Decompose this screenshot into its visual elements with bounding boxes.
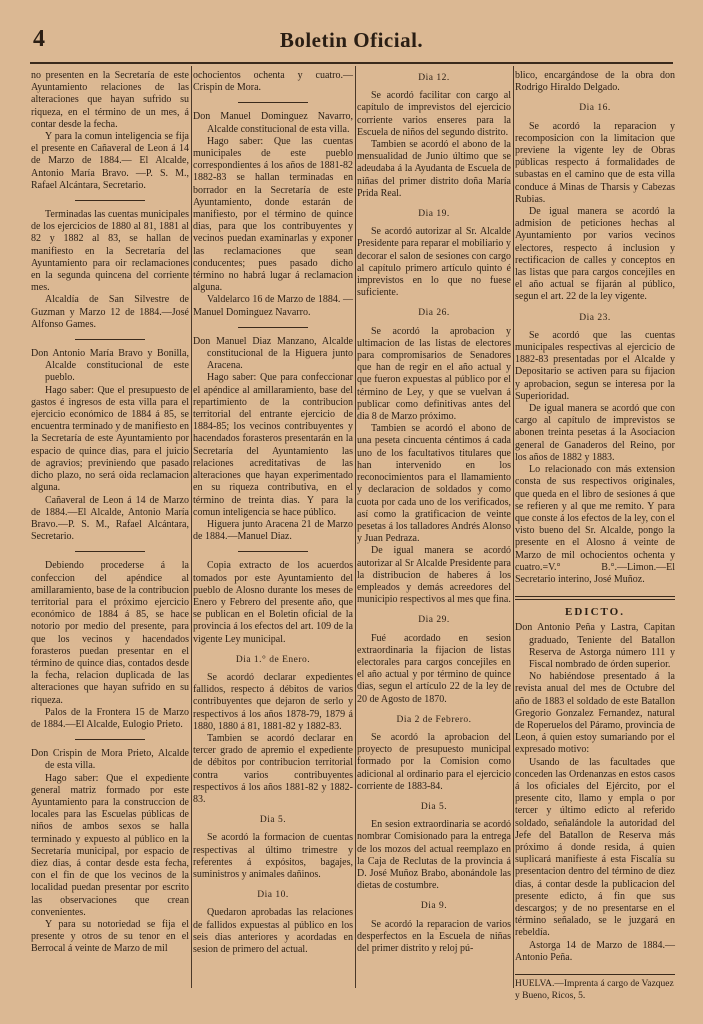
date-heading: Dia 9.	[420, 901, 448, 912]
announcement-heading: Don Crispin de Mora Prieto, Alcalde de esta villa.	[31, 748, 189, 772]
column-2	[193, 70, 353, 988]
date-heading: Dia 2 de Febrero.	[396, 714, 472, 725]
column-divider	[513, 66, 514, 988]
separator	[75, 339, 145, 340]
paragraph: Se acordó facilitar con cargo al capítulo de imprevistos del ejercicio corriente varios enseres para la Escuela de niños del segundo distrito.	[357, 90, 511, 138]
paragraph: Tambien se acordó el abono de una peseta cincuenta céntimos á cada uno de los facultativos titulares que han intervenido en los reconocimientos para el llamamiento y declaracion de soldados y como cuota por cada uno de los verificados, así como la gratificacion de veinte pesetas á los talladores Andrés Alonso y Juan Pedraza.	[357, 423, 511, 545]
date-heading: Dia 5.	[420, 801, 448, 812]
signature: Higuera junto Aracena 21 de Marzo de 1884.—Manuel Diaz.	[193, 518, 353, 543]
announcement-heading: Don Antonio Peña y Lastra, Capitan graduado, Teniente del Batallon Reserva de Astorga número 111 y Fiscal nombrado de órden superior.	[515, 622, 675, 670]
printer-imprint: HUELVA.—Imprenta á cargo de Vazquez y Bueno, Ricos, 5.	[515, 974, 675, 1002]
announcement-heading: Don Manuel Diaz Manzano, Alcalde constitucional de la Higuera junto Aracena.	[193, 335, 353, 372]
separator	[515, 596, 675, 600]
paragraph: Se acordó la reparacion de varios desperfectos en la Escuela de niñas del primer distrito y reloj pú-	[357, 918, 511, 954]
paragraph: De igual manera se acordó autorizar al Sr Alcalde Presidente para la distribucion de haberes á los empleados y demás acreedores del municipio respectivos al mes que fina.	[357, 545, 511, 606]
paragraph: Se acordó la formacion de cuentas respectivas al último trimestre y referentes á expósitos, bagajes, suministros y animales dañinos.	[193, 832, 353, 880]
separator	[238, 327, 308, 328]
paragraph: En sesion extraordinaria se acordó nombrar Comisionado para la entrega de los mozos del actual reemplazo en la Caja de Reclutas de la provincia á D. José Muñoz Brabo, abonándole las dietas de costumbre.	[357, 819, 511, 892]
paragraph: Se acordó que las cuentas municipales respectivas al ejercicio de 1882-83 presentadas por el Alcalde y Depositario se activen para su fijacion y aprobacion, segun se interesa por la Superioridad.	[515, 329, 675, 402]
date-heading: Dia 23.	[579, 312, 611, 323]
paragraph: Y para la comun inteligencia se fija el presente en Cañaveral de Leon á 14 de Marzo de 1884.— El Alcalde, Antonio María Bravo. —P. S. M., Rafael Alcántara, Secretario.	[31, 131, 189, 191]
signature: ochocientos ochenta y cuatro.— Crispin de Mora.	[193, 70, 353, 94]
date-heading: Dia 26.	[418, 308, 450, 319]
paragraph: De igual manera se acordó la admision de peticiones hechas al Ayuntamiento por varios vecinos electores, respecto á inclusion y rectificacion de calles y conceptos en las listas que para cargos concejiles en el año actual se fijarán al público, segun el art. 22 de la ley vigente.	[515, 206, 675, 303]
date-heading: Dia 12.	[418, 73, 450, 83]
paragraph: Hago saber: Que las cuentas municipales de este pueblo correspondientes á los años de 1881-82 1882-83 se hallan terminadas en borrador en la Secretaría de este Ayuntamiento, donde estarán de manifiesto, por el término de quince dias, para que los contribuyentes y vecinos puedan examinarlas y exponer las reclamaciones que sean conducentes; pues pasado dicho término no habrá lugar á reclamacion alguna.	[193, 135, 353, 294]
signature: Astorga 14 de Marzo de 1884.— Antonio Peña.	[515, 939, 675, 963]
paragraph: Lo relacionado con más extension consta de sus respectivos originales, que queda en el libro de sesiones á que se refieren y al que me remito. Y para que conste á los efectos de la ley, con el visto bueno del Sr. Alcalde, pongo la presente en el Alosno á veinte de Marzo de mil ochocientos ochenta y cuatro.=V.° B.°.—Limon.—El Secretario interino, José Muñoz.	[515, 464, 675, 585]
paragraph: Tambien se acordó declarar en tercer grado de apremio el expediente de débitos por contribucion territorial contra varios contribuyentes respectivos á los años 1881-82 y 1882-83.	[193, 732, 353, 805]
masthead-title: Boletin Oficial.	[279, 28, 424, 52]
header-rule	[30, 62, 673, 64]
date-heading: Dia 19.	[418, 209, 450, 220]
date-heading: Dia 1.° de Enero.	[235, 654, 311, 665]
paragraph: No habiéndose presentado á la revista anual del mes de Octubre del año de 1883 el soldado de este Batallon Gregorio Gonzalez Fernandez, natural de Roperuelos del Páramo, provincia de Leon, á quien estoy sumariando por el expresado motivo:	[515, 671, 675, 756]
paragraph: Hago saber: Que el expediente general matriz formado por este Ayuntamiento para la construccion de locales para las Escuelas públicas de niños de ambos sexos se halla terminado y expuesto al público en la Secretaría municipal, por espacio de diez dias, á contar desde esta fecha, con el fin de que los vecinos de la localidad puedan presentar por escrito las observaciones que crean convenientes.	[31, 772, 189, 918]
paragraph: Copia extracto de los acuerdos tomados por este Ayuntamiento del pueblo de Alosno durante los meses de Enero y Febrero del presente año, que se publican en el Boletin oficial de la provincia á los efectos del art. 109 de la vigente Ley municipal.	[193, 560, 353, 645]
paragraph: Debiendo procederse á la confeccion del apéndice al amillaramiento, base de la contribucion territorial para el próximo ejercicio económico de 1884 á 85, se hace notorio por medio del presente, para que los vecinos y hacendados forasteros puedan presentar en el término de quince dias, contados desde la fecha, relacion duplicada de las alteraciones que hayan sufrido en su riqueza.	[31, 560, 189, 706]
column-3	[357, 70, 511, 988]
paragraph: Quedaron aprobadas las relaciones de fallidos expuestas al público en los seis dias anteriores y acordadas en sesion de primero del actual.	[193, 907, 353, 955]
signature: Palos de la Frontera 15 de Marzo de 1884.—El Alcalde, Eulogio Prieto.	[31, 706, 189, 730]
paragraph: Fué acordado en sesion extraordinaria la fijacion de listas electorales para cargos concejiles en el año actual y por término de quince dias, segun el artículo 22 de la ley de 20 de Agosto de 1870.	[357, 632, 511, 705]
separator	[75, 551, 145, 552]
paragraph: Se acordó la reparacion y recomposicion con la limitacion que previene la vigente ley de Obras públicas respecto á formalidades de subastas en el camino que de esta villa conduce á Minas de Tharsis y Cabezas Rubias.	[515, 120, 675, 205]
announcement-heading: Don Antonio María Bravo y Bonilla, Alcalde constitucional de este pueblo.	[31, 348, 189, 384]
date-heading: Dia 5.	[259, 815, 287, 826]
signature: Valdelarco 16 de Marzo de 1884. —Manuel Dominguez Navarro.	[193, 294, 353, 318]
separator	[75, 739, 145, 740]
edicto-heading: EDICTO.	[565, 606, 625, 619]
paragraph: Se acordó la aprobacion y ultimacion de las listas de electores para compromisarios de Senadores que han de regir en el año actual y que fueron expuestas al público por el término de Ley, y que se vuelvan á publicar como definitivas antes del dia 8 de Marzo próximo.	[357, 325, 511, 423]
paragraph: De igual manera se acordó que con cargo al capítulo de imprevistos se abonen treinta pesetas á la Asociacion general de Ganaderos del Reino, por los años de 1882 y 1883.	[515, 403, 675, 463]
date-heading: Dia 16.	[579, 103, 611, 114]
signature: Cañaveral de Leon á 14 de Marzo de 1884.—El Alcalde, Antonio María Bravo.—P. S. M., Rafael Alcántara, Secretario.	[31, 494, 189, 543]
date-heading: Dia 10.	[257, 890, 289, 901]
column-1	[31, 70, 189, 988]
signature: Alcaldía de San Silvestre de Guzman y Marzo 12 de 1884.—José Alfonso Games.	[31, 294, 189, 330]
paragraph: Terminadas las cuentas municipales de los ejercicios de 1880 al 81, 1881 al 82 y 1882 al 83, se hallan de manifiesto en la Secretaría del Ayuntamiento para oir reclamaciones en la segunda quincena del corriente mes.	[31, 209, 189, 294]
separator	[238, 102, 308, 103]
paragraph: Hago saber: Que para confeccionar el apéndice al amillaramiento, base del repartimiento de la contribucion territorial del entrante ejercicio de 1884-85; los vecinos contribuyentes y hacendados forasteros presentarán en la Secretaría del Ayuntamiento las relaciones acreditativas de las alteraciones que hayan experimentado en su riqueza contributiva, en el término de treinta dias. Y para la comun inteligencia se hace público.	[193, 372, 353, 518]
separator	[238, 551, 308, 552]
announcement-heading: Don Manuel Dominguez Navarro, Alcalde constitucional de esta villa.	[193, 111, 353, 135]
paragraph: Tambien se acordó el abono de la mensualidad de Junio último que se adeudaba á la Ayudanta de Escuela de niñas del primer distrito doña María Prida Real.	[357, 139, 511, 199]
column-divider	[191, 66, 192, 988]
separator	[75, 200, 145, 201]
paragraph: Se acordó la aprobacion del proyecto de presupuesto municipal formado por la Comision como adicional al ordinario para el ejercicio corriente de 1883-84.	[357, 731, 511, 792]
paragraph: no presenten en la Secretaría de este Ayuntamiento relaciones de las alteraciones que hayan sufrido su riqueza, en el término de un mes, á contar desde la fecha.	[31, 70, 189, 130]
paragraph: Y para su notoriedad se fija el presente y otros de su tenor en el Berrocal á veinte de Marzo de mil	[31, 919, 189, 955]
paragraph: Se acordó declarar expedientes fallidos, respecto á débitos de varios contribuyentes que dejaron de serlo y respectivos á los años 1878-79, 1879 á 1880, 1880 á 81, 1881-82 y 1882-83.	[193, 671, 353, 732]
paragraph: Se acordó autorizar al Sr. Alcalde Presidente para reparar el mobiliario y decorar el salon de sesiones con cargo al capítulo primero artículo quinto é imprevistos en lo que no fuese suficiente.	[357, 226, 511, 299]
paragraph: Usando de las facultades que conceden las Ordenanzas en estos casos á los oficiales del Ejército, por el presente cito, llamo y empla o por tercer y último edicto al referido soldado, señalándole la autoridad del Jefe del Batallon de Reserva más próximo á donde resida, á quien suplicará manifieste á esta Fiscalía su presentacion dentro del término de diez dias, á contar desde la publicacion del presente edicto, á fin que sus descargos; y de no presentarse en el término señalado, se le juzgará en rebeldía.	[515, 756, 675, 939]
date-heading: Dia 29.	[418, 615, 450, 626]
column-divider	[355, 66, 356, 988]
paragraph: Hago saber: Que el presupuesto de gastos é ingresos de esta villa para el ejercicio económico de 1884 á 85, se encuentra terminado y de manifiesto en la Secretaría de este Ayuntamiento por espacio de quince dias, para el juicio de agravios; previniendo que pasado dicho plazo, no será oida reclamacion alguna.	[31, 384, 189, 494]
paragraph: blico, encargándose de la obra don Rodrigo Hiraldo Delgado.	[515, 70, 675, 94]
column-4	[515, 70, 675, 1002]
page-number: 4	[33, 26, 45, 52]
